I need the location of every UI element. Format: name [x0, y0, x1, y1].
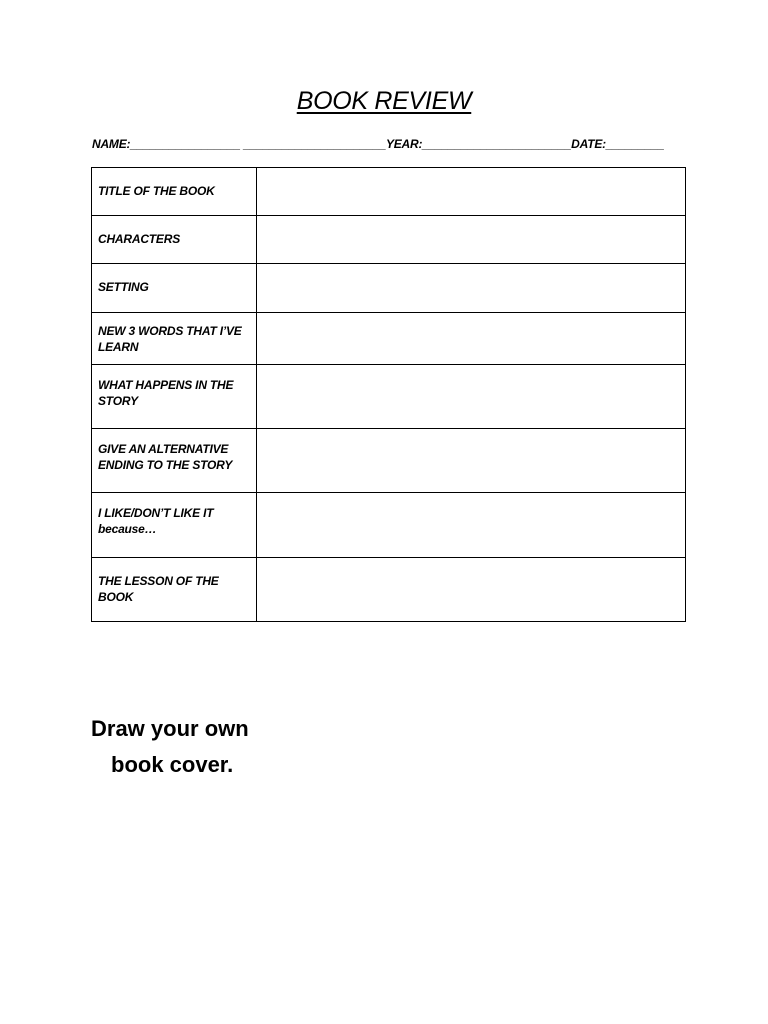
table-row	[92, 493, 686, 558]
answer-cell[interactable]	[257, 365, 686, 429]
row-label	[92, 429, 257, 493]
row-label	[92, 365, 257, 429]
answer-cell[interactable]	[257, 168, 686, 216]
row-label-text: WHAT HAPPENS IN THE STORY	[98, 377, 234, 408]
table-row	[92, 216, 686, 264]
answer-cell[interactable]	[257, 558, 686, 622]
row-label	[92, 264, 257, 313]
table-row	[92, 558, 686, 622]
table-row	[92, 264, 686, 313]
row-label-text: NEW 3 WORDS THAT I’VE LEARN	[98, 324, 242, 354]
name-year-date-line: NAME:_________________ ______________________YEAR:_______________________DATE:_________	[92, 137, 665, 151]
row-label	[92, 493, 257, 558]
answer-cell[interactable]	[257, 493, 686, 558]
row-label	[92, 313, 257, 365]
page-title: BOOK REVIEW	[296, 87, 472, 115]
answer-cell[interactable]	[257, 313, 686, 365]
table-row	[92, 429, 686, 493]
table-row	[92, 365, 686, 429]
answer-cell[interactable]	[257, 429, 686, 493]
row-label-text: I LIKE/DON’T LIKE IT because…	[98, 506, 214, 536]
table-row	[92, 313, 686, 365]
row-label	[92, 558, 257, 622]
row-label-text: TITLE OF THE BOOK	[98, 183, 215, 198]
answer-cell[interactable]	[257, 216, 686, 264]
row-label	[92, 168, 257, 216]
review-table	[91, 167, 686, 622]
row-label	[92, 216, 257, 264]
drawing-prompt-line2: book cover.	[111, 752, 234, 777]
drawing-prompt-line1: Draw your own	[91, 716, 249, 741]
table-row	[92, 168, 686, 216]
row-label-text: THE LESSON OF THE BOOK	[98, 573, 219, 604]
row-label-text: GIVE AN ALTERNATIVE ENDING TO THE STORY	[98, 441, 233, 472]
answer-cell[interactable]	[257, 264, 686, 313]
row-label-text: SETTING	[98, 280, 149, 294]
row-label-text: CHARACTERS	[98, 231, 181, 246]
